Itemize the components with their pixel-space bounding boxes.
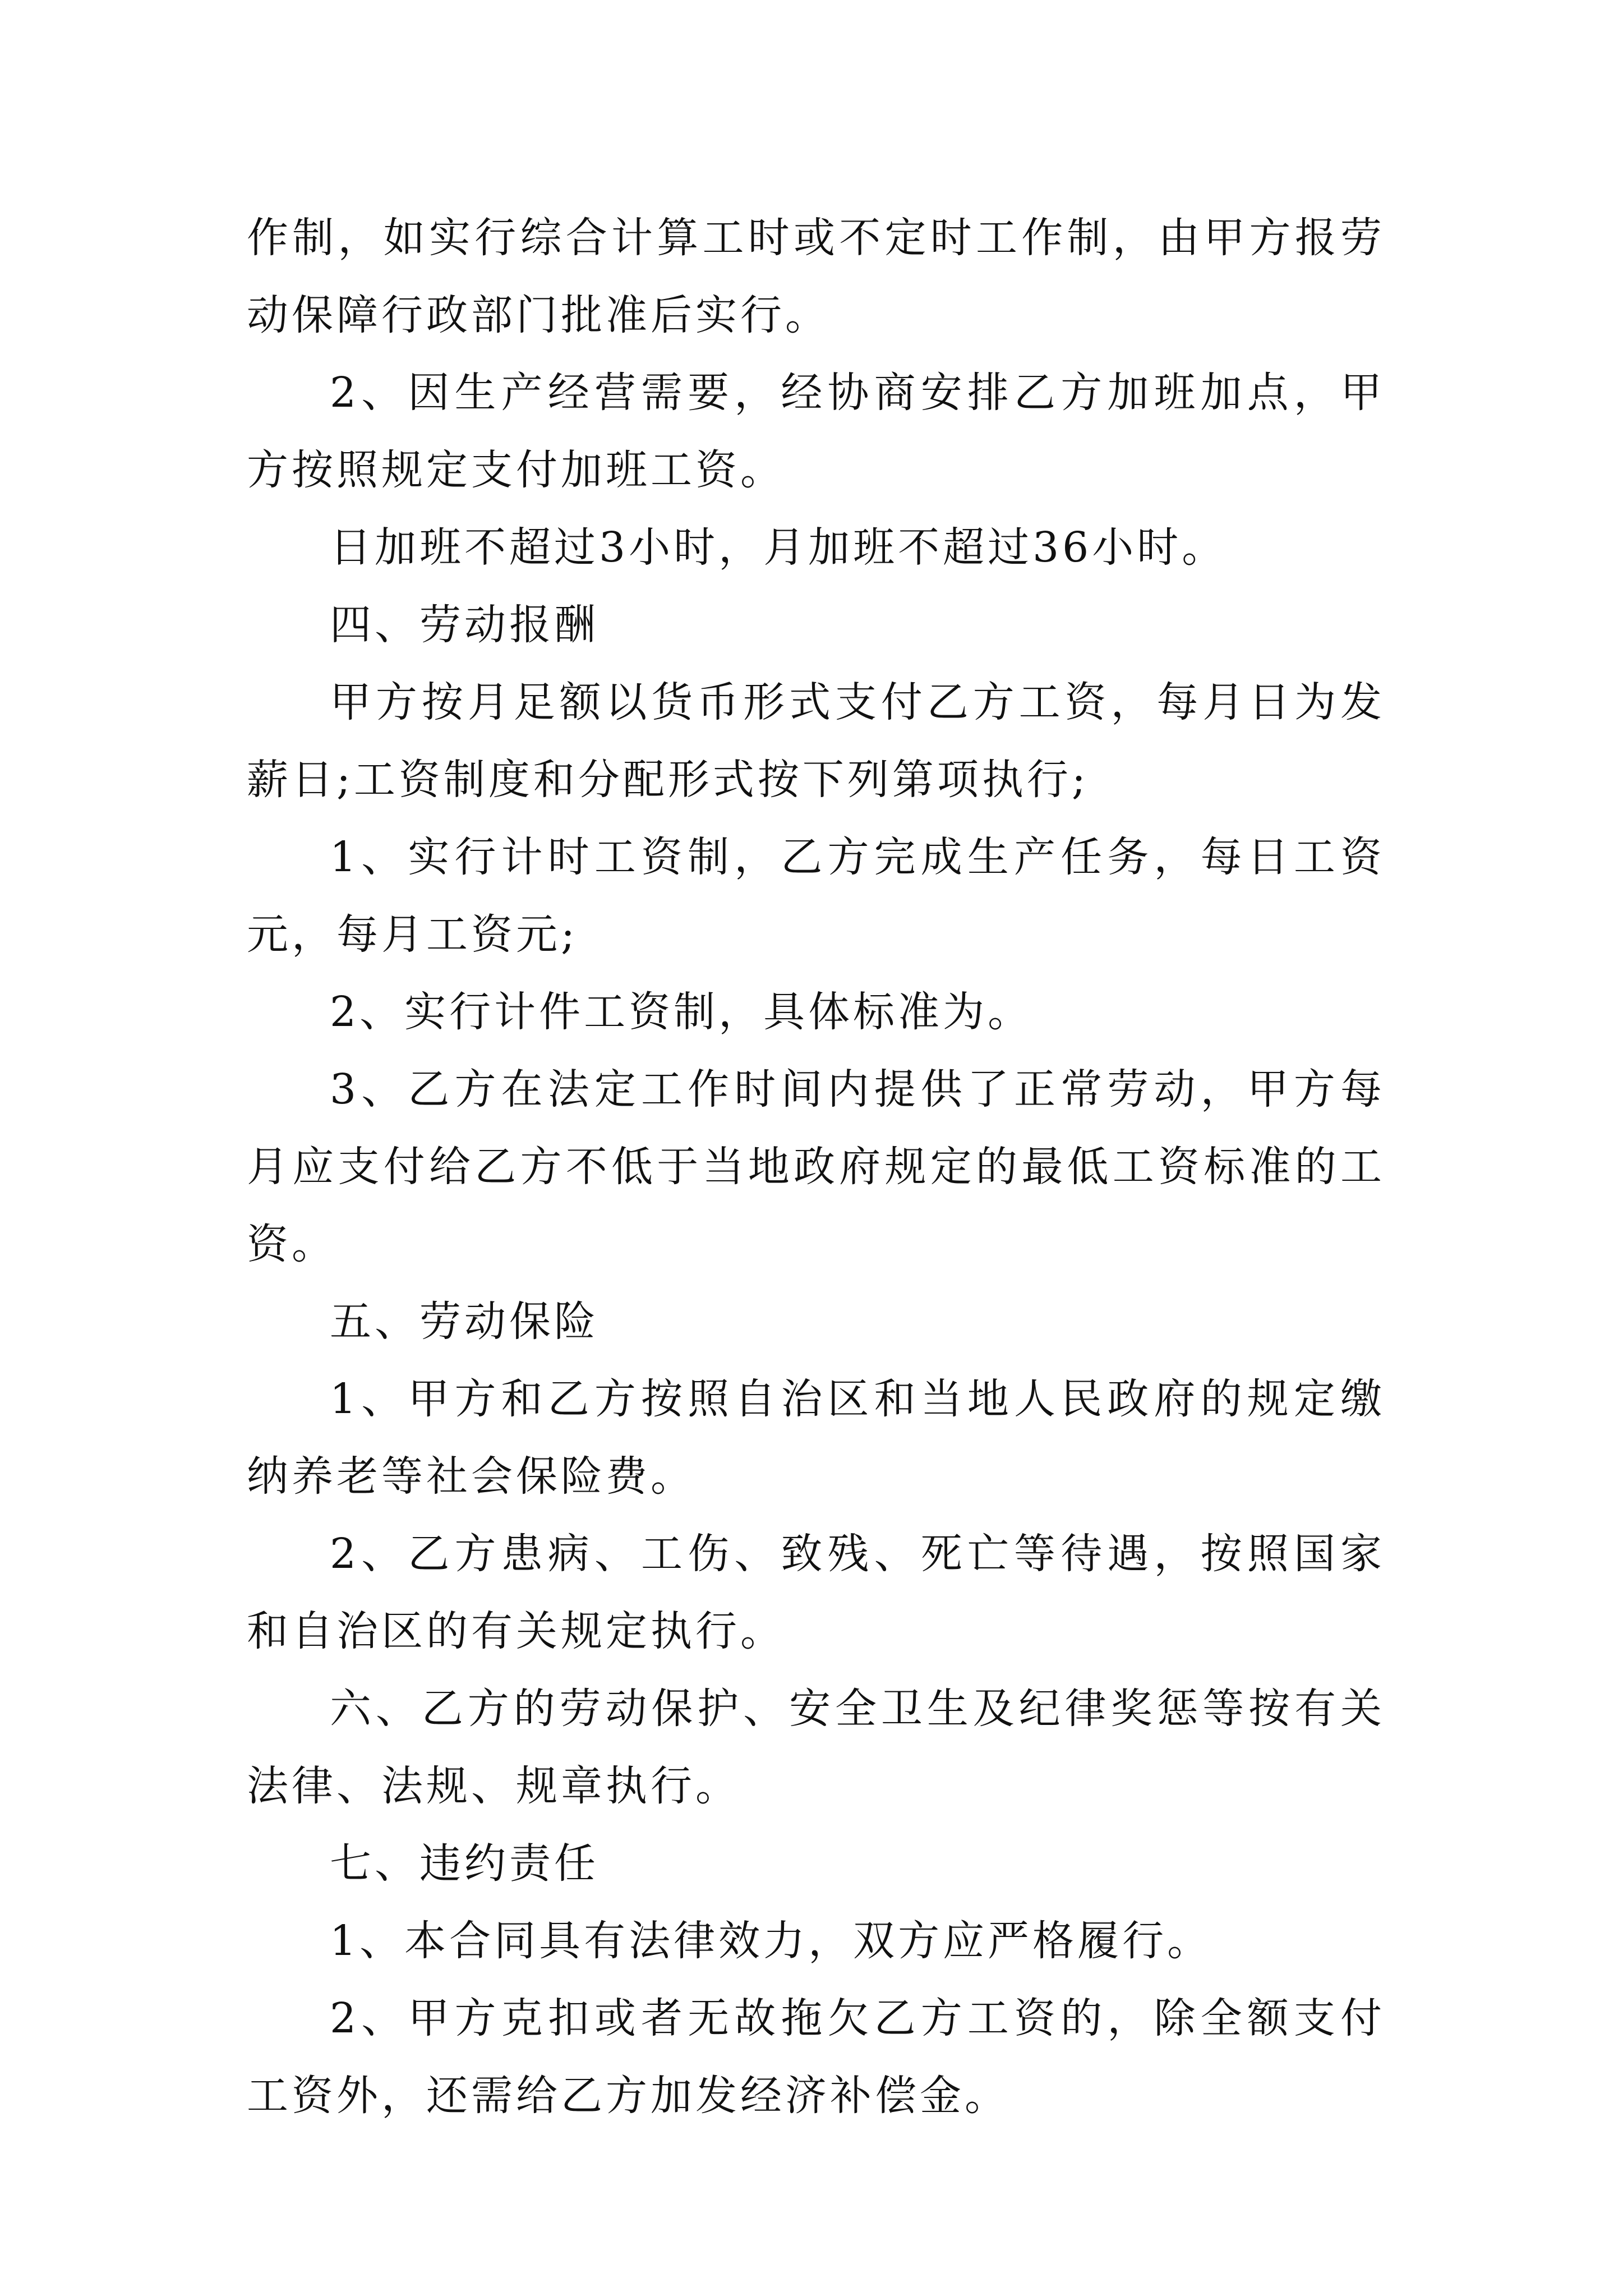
paragraph-15: 2、甲方克扣或者无故拖欠乙方工资的，除全额支付工资外，还需给乙方加发经济补偿金。 xyxy=(247,1994,1385,2120)
paragraph-14: 1、本合同具有法律效力，双方应严格履行。 xyxy=(330,1917,1212,1965)
document-body xyxy=(247,199,1385,2134)
paragraph-1: 作制，如实行综合计算工时或不定时工作制，由甲方报劳动保障行政部门批准后实行。 xyxy=(247,214,1385,339)
section-heading-5: 五、劳动保险 xyxy=(330,1297,599,1346)
section-heading-6: 六、乙方的劳动保护、安全卫生及纪律奖惩等按有关法律、法规、规章执行。 xyxy=(247,1685,1385,1810)
paragraph-10: 1、甲方和乙方按照自治区和当地人民政府的规定缴纳养老等社会保险费。 xyxy=(247,1375,1385,1501)
paragraph-5: 甲方按月足额以货币形式支付乙方工资，每月日为发薪日;工资制度和分配形式按下列第项执行; xyxy=(247,678,1385,804)
paragraph-6: 1、实行计时工资制，乙方完成生产任务，每日工资元，每月工资元; xyxy=(247,833,1385,959)
section-heading-4: 四、劳动报酬 xyxy=(330,601,599,649)
paragraph-8: 3、乙方在法定工作时间内提供了正常劳动，甲方每月应支付给乙方不低于当地政府规定的最低工资标准的工资。 xyxy=(247,1065,1385,1268)
paragraph-7: 2、实行计件工资制，具体标准为。 xyxy=(330,988,1033,1036)
paragraph-11: 2、乙方患病、工伤、致残、死亡等待遇，按照国家和自治区的有关规定执行。 xyxy=(247,1530,1385,1655)
section-heading-7: 七、违约责任 xyxy=(330,1839,599,1888)
paragraph-3: 日加班不超过3小时，月加班不超过36小时。 xyxy=(330,523,1227,572)
paragraph-2: 2、因生产经营需要，经协商安排乙方加班加点，甲方按照规定支付加班工资。 xyxy=(247,369,1385,494)
